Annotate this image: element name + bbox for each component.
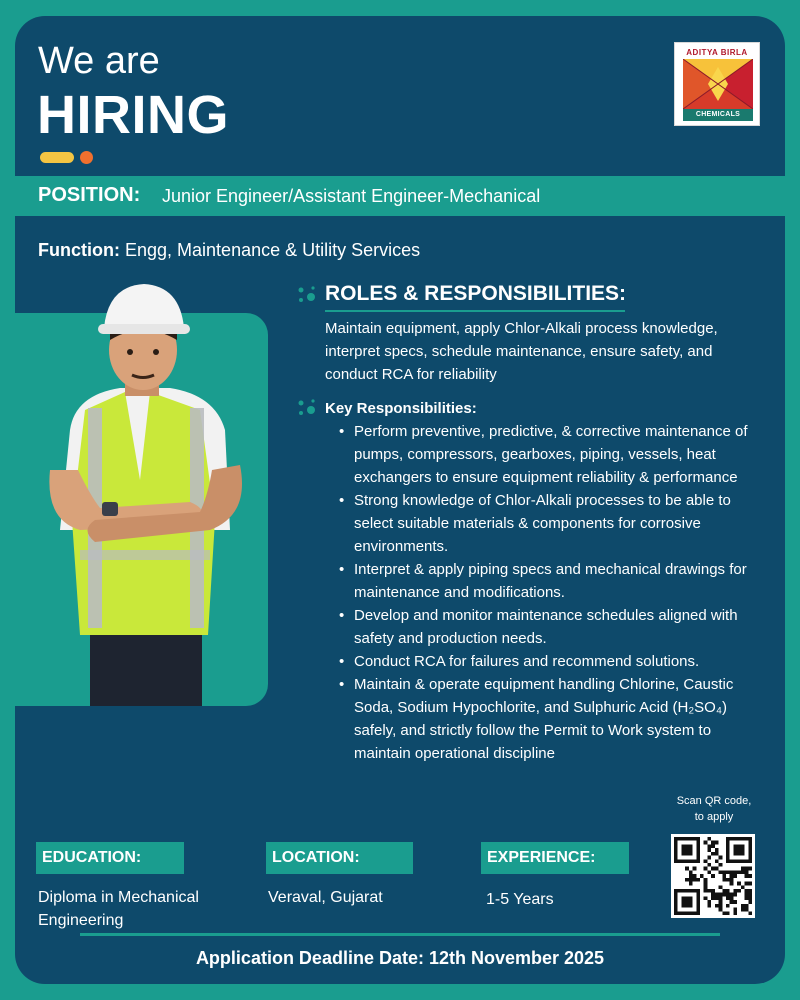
logo-division-text: CHEMICALS <box>683 109 753 121</box>
roles-underline <box>325 310 625 312</box>
education-label: EDUCATION: <box>36 842 184 874</box>
logo-brand-text: ADITYA BIRLA <box>686 48 748 57</box>
header-we-are: We are <box>38 40 160 82</box>
list-item: • Interpret & apply piping specs and mechanical drawings for maintenance and modifications. <box>337 558 757 604</box>
list-item: • Perform preventive, predictive, & corrective maintenance of pumps, compressors, gearboxes, piping, vessels, heat exchangers to ensure equipment reliability & performance <box>337 420 757 489</box>
application-deadline: Application Deadline Date: 12th November 2025 <box>195 948 605 968</box>
qr-caption-line-2: to apply <box>694 811 734 823</box>
list-item: • Develop and monitor maintenance schedules aligned with safety and production needs. <box>337 604 757 650</box>
engineer-photo <box>40 280 250 706</box>
position-value: Junior Engineer/Assistant Engineer-Mechanical <box>162 186 541 206</box>
qr-caption-line-1: Scan QR code, <box>676 795 752 807</box>
molecule-icon <box>296 285 318 305</box>
logo-sun-icon <box>683 59 753 109</box>
header-hiring: HIRING <box>37 85 229 145</box>
list-item: • Conduct RCA for failures and recommend solutions. <box>337 650 757 673</box>
roles-description: Maintain equipment, apply Chlor-Alkali process knowledge, interpret specs, schedule maintenance, ensure safety, and conduct RCA for reliability <box>325 320 718 383</box>
aditya-birla-logo <box>674 42 760 126</box>
qr-caption <box>664 793 764 825</box>
list-item: • Maintain & operate equipment handling Chlorine, Caustic Soda, Sodium Hypochlorite, and Sulphuric Acid (H₂SO₄) safely, and strictly follow the Permit to Work system to maintain operational discipline <box>337 673 757 765</box>
location-label: LOCATION: <box>266 842 413 874</box>
position-label: POSITION: <box>38 184 141 206</box>
list-item: • Strong knowledge of Chlor-Alkali processes to be able to select suitable materials & components for corrosive environments. <box>337 489 757 558</box>
qr-code-icon <box>674 837 752 915</box>
roles-title: ROLES & RESPONSIBILITIES: <box>325 282 627 305</box>
experience-label: EXPERIENCE: <box>481 842 629 874</box>
experience-value: 1-5 Years <box>486 891 554 908</box>
education-value: Diploma in Mechanical Engineering <box>38 889 199 929</box>
footer-divider <box>80 933 720 936</box>
key-responsibilities-title: Key Responsibilities: <box>325 400 477 417</box>
location-value: Veraval, Gujarat <box>268 889 383 906</box>
accent-dot <box>80 151 93 164</box>
apply-qr-code[interactable] <box>671 834 755 918</box>
function-value: Engg, Maintenance & Utility Services <box>125 240 421 260</box>
accent-pill <box>40 152 74 163</box>
function-label: Function: <box>38 240 120 260</box>
molecule-icon <box>296 398 318 418</box>
function-line <box>38 240 420 261</box>
responsibilities-list <box>337 420 757 765</box>
